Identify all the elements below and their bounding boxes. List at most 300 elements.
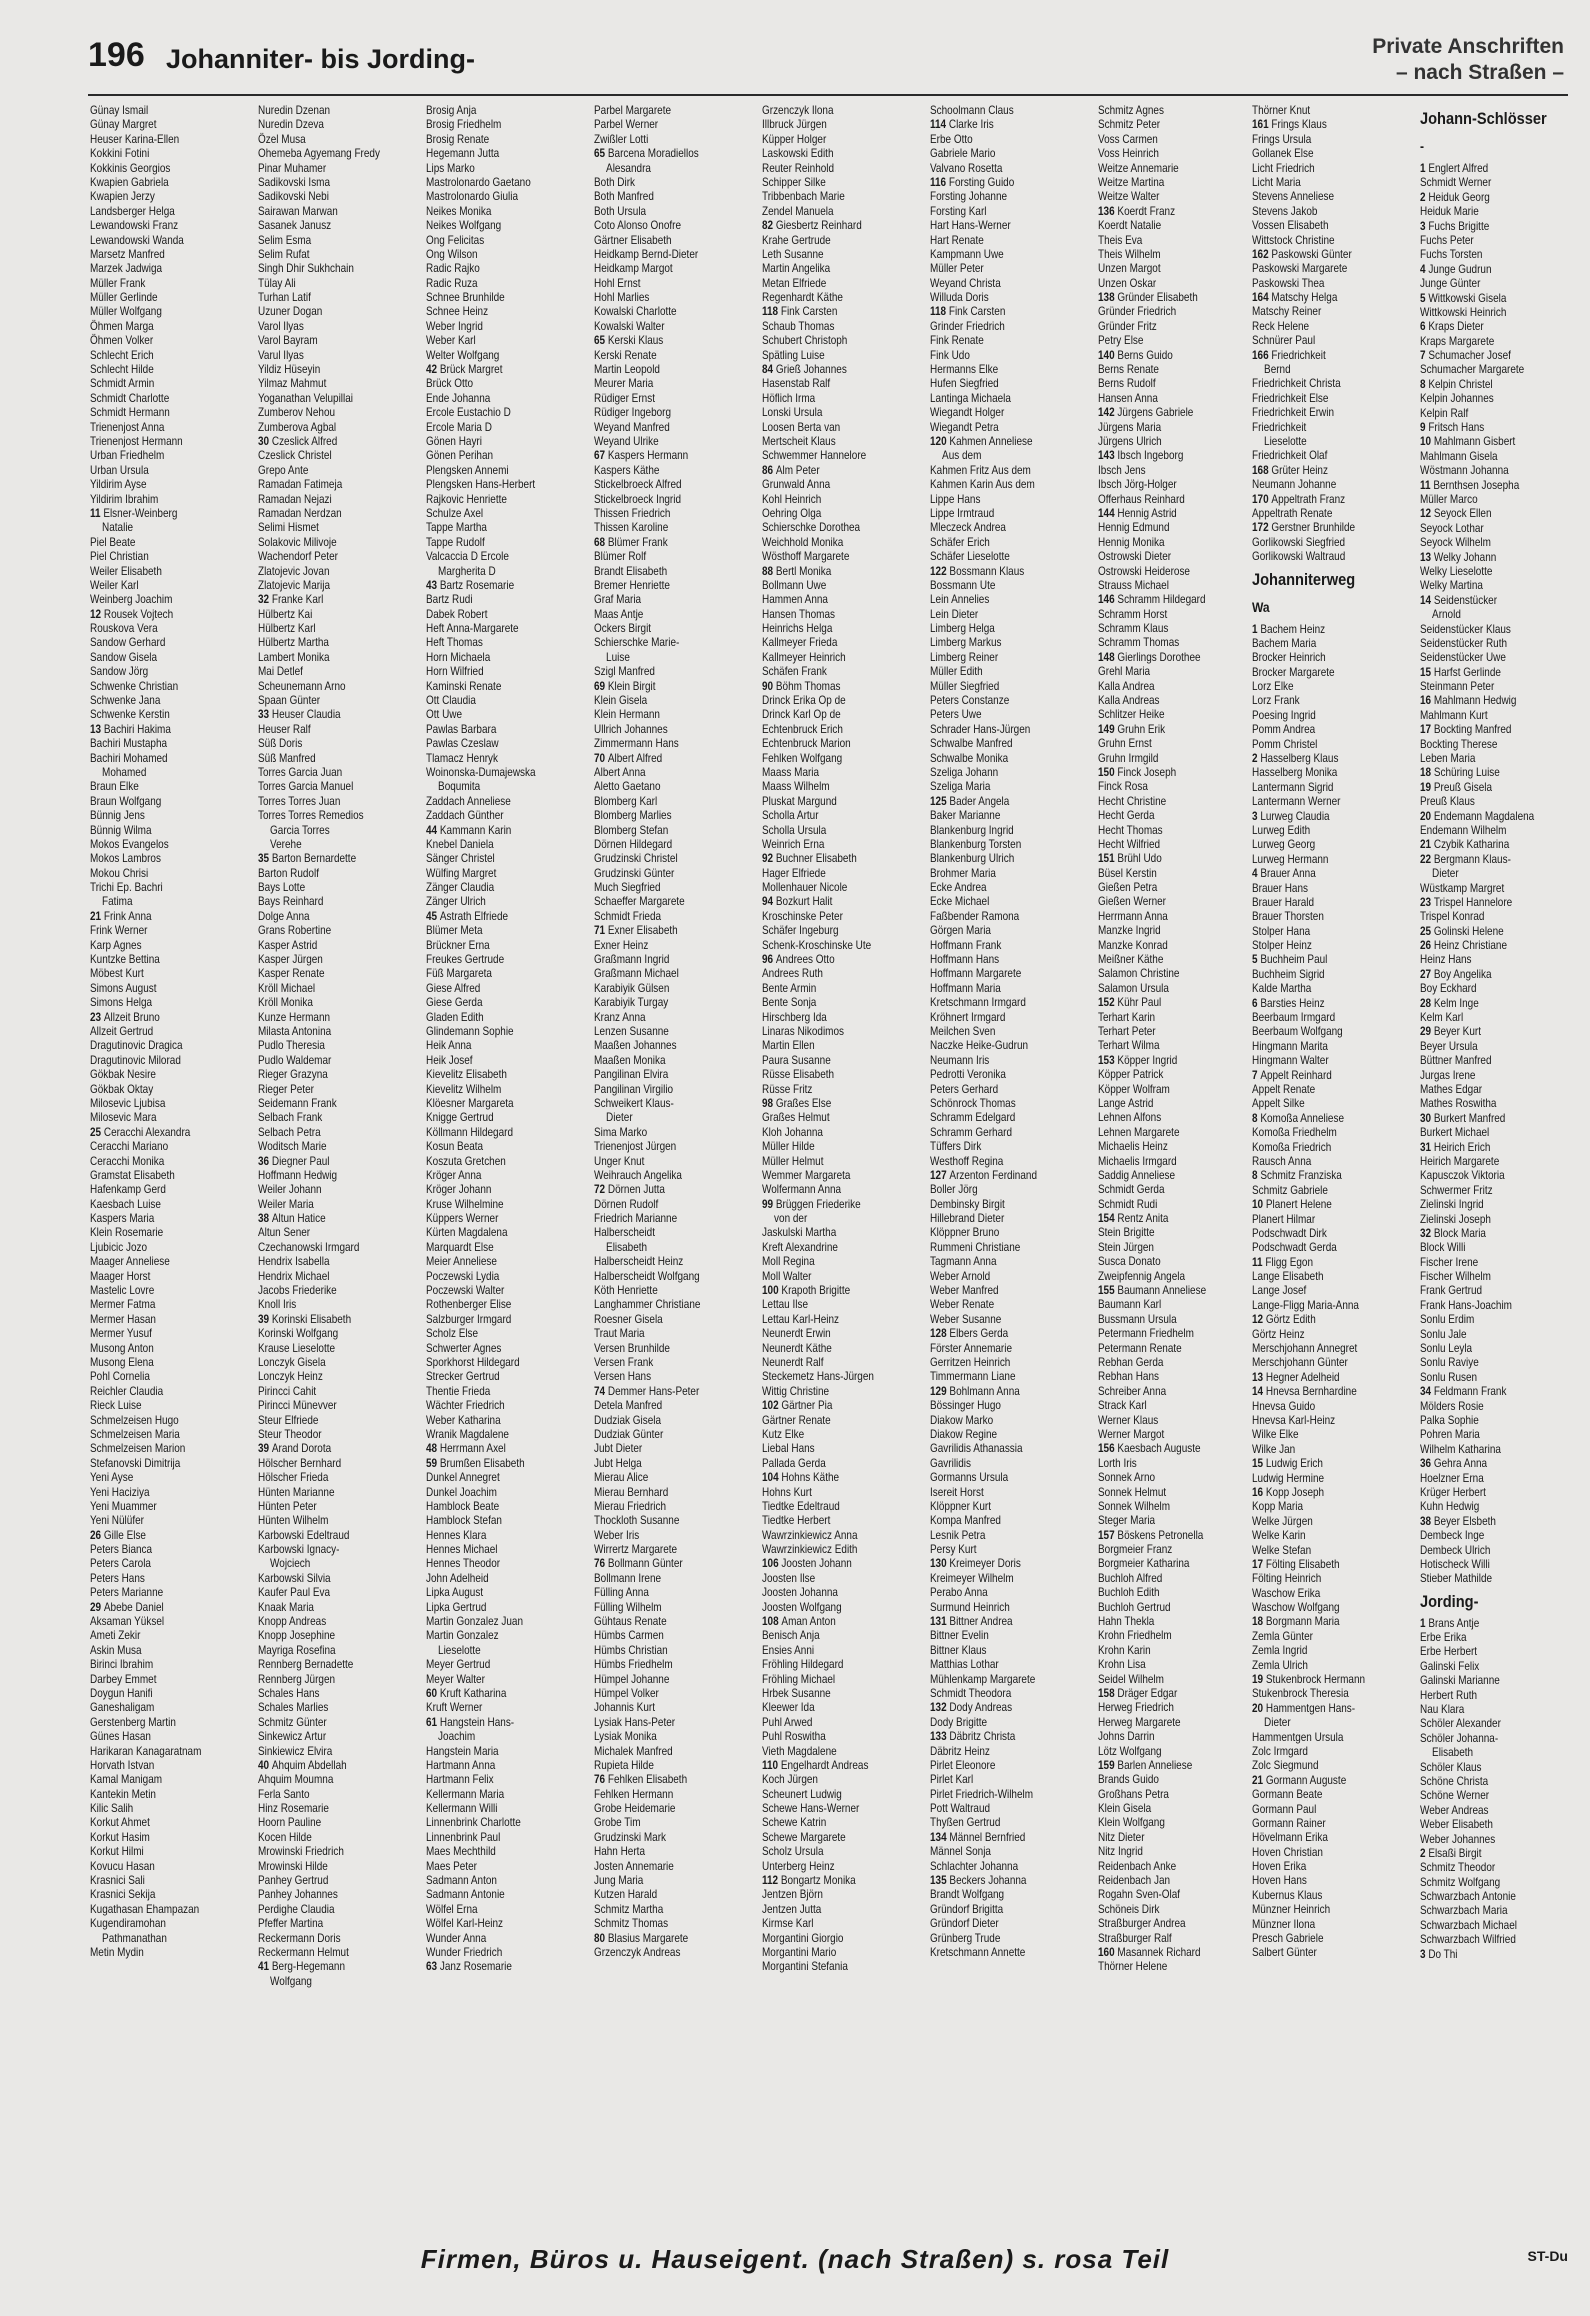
directory-entry: Straßburger Andrea [1098,1917,1186,1931]
directory-entry: Sonnek Helmut [1098,1485,1167,1499]
directory-entry: Schales Hans [258,1686,320,1700]
directory-entry: Grudzinski Christel [594,852,678,866]
directory-entry: Lantinga Michaela [930,391,1011,405]
house-number: 19 [1252,1673,1266,1687]
directory-entry: Plengsken Annemi [426,463,509,477]
house-number: 32 [1420,1226,1434,1240]
directory-entry: Krasnici Sekija [90,1888,156,1902]
directory-entry: Meier Anneliese [426,1255,497,1269]
directory-entry: Simons August [90,981,157,995]
directory-entry: 42 Brück Margret [426,363,503,377]
directory-entry: Harikaran Kanagaratnam [90,1744,202,1758]
house-number: 43 [426,578,440,592]
house-number: 22 [1420,852,1434,866]
directory-entry: Ott Claudia [426,694,476,708]
directory-entry: Heidkamp Bernd-Dieter [594,247,699,261]
directory-entry: Yoganathan Velupillai [258,391,354,405]
directory-entry: Bockting Therese [1420,737,1498,751]
directory-entry: Weber Katharina [426,1413,501,1427]
directory-entry: Morgantini Stefania [762,1960,848,1974]
directory-entry: Günay Margret [90,118,157,132]
directory-entry: Peters Constanze [930,694,1010,708]
directory-entry: Wächter Friedrich [426,1399,505,1413]
directory-entry: Ibsch Jens [1098,463,1146,477]
house-number: 160 [1098,1946,1118,1959]
directory-entry: Kwapien Gabriela [90,175,169,189]
directory-entry: Isereit Horst [930,1485,984,1499]
directory-entry: Doygun Hanifi [90,1686,153,1700]
directory-entry: Zolc Siegmund [1252,1759,1319,1773]
directory-entry: Joosten Johanna [762,1586,838,1600]
directory-entry: Jürgens Ulrich [1098,434,1162,448]
directory-entry: 102 Gärtner Pia [762,1399,833,1413]
directory-entry: Müller Gerlinde [90,291,158,305]
house-number: 36 [258,1154,272,1168]
directory-entry: Hotischeck Willi [1420,1557,1490,1571]
directory-entry: Hegemann Jutta [426,147,500,161]
directory-entry: Limberg Reiner [930,650,999,664]
house-number: 16 [1420,694,1434,708]
directory-entry: Ceracchi Monika [90,1154,165,1168]
column-6 [930,104,1066,2229]
directory-entry: Grans Robertine [258,924,332,938]
street-heading: Johann-Schlösser [1420,109,1547,128]
directory-entry: Krahe Gertrude [762,233,831,247]
directory-entry: Fröhling Michael [762,1672,836,1686]
column-9 [1420,104,1556,2229]
directory-entry: Podschwadt Gerda [1252,1241,1337,1255]
directory-entry: Weber Andreas [1420,1803,1489,1817]
directory-entry: Kröll Monika [258,996,313,1010]
directory-entry: 140 Berns Guido [1098,348,1173,362]
directory-entry: Kahmen Fritz Aus dem [930,463,1031,477]
house-number: 106 [762,1557,782,1571]
directory-entry: Schubert Christoph [762,334,848,348]
directory-entry: Loosen Berta van [762,420,841,434]
directory-entry: 138 Gründer Elisabeth [1098,291,1198,305]
directory-entry: Trienenjost Hermann [90,434,183,448]
directory-entry: Hümbs Christian [594,1643,668,1657]
directory-entry: Lötz Wolfgang [1098,1744,1162,1758]
directory-entry: Zänger Ulrich [426,895,486,909]
directory-entry: Trichi Ep. Bachri [90,881,163,895]
directory-entry: Pfeffer Martina [258,1917,324,1931]
directory-entry: Krohn Lisa [1098,1658,1146,1672]
house-number: 2 [1420,190,1429,204]
directory-entry: Linnenbrink Charlotte [426,1816,521,1830]
directory-entry: Hünten Peter [258,1499,317,1513]
directory-entry: Yildirim Ibrahim [90,492,159,506]
directory-entry: Allzeit Gertrud [90,1025,154,1038]
directory-entry: Mierau Friedrich [594,1499,667,1513]
directory-entry: Stukenbrock Theresia [1252,1687,1349,1701]
directory-entry: 15 Harfst Gerlinde [1420,665,1501,679]
directory-entry: Buchloh Alfred [1098,1571,1163,1585]
directory-entry: Rüdiger Ernst [594,391,655,405]
directory-entry: Ende Johanna [426,391,491,405]
directory-entry: Strack Karl [1098,1399,1147,1413]
directory-entry: Komoßa Friedhelm [1252,1126,1337,1140]
directory-entry: Licht Friedrich [1252,161,1315,175]
directory-entry: Bays Lotte [258,881,306,895]
directory-entry: Karp Agnes [90,938,142,952]
directory-entry: Horvath Istvan [90,1758,155,1772]
directory-entry: 108 Aman Anton [762,1615,836,1629]
directory-entry: Kellermann Willi [426,1802,498,1816]
directory-entry: Surmund Heinrich [930,1600,1010,1614]
directory-entry: Puhl Roswitha [762,1730,826,1744]
directory-entry: Manzke Konrad [1098,938,1168,952]
directory-entry: Waschow Erika [1252,1586,1321,1600]
directory-entry: 21 Gormann Auguste [1252,1773,1347,1787]
directory-entry: Günay Ismail [90,104,149,117]
directory-entry: Wawrzinkiewicz Anna [762,1528,858,1542]
directory-entry: Reckermann Doris [258,1931,341,1945]
directory-entry: Schwarzbach Wilfried [1420,1933,1516,1947]
directory-entry: Ockers Birgit [594,622,652,636]
house-number: 13 [1252,1370,1266,1384]
directory-entry: Schwenke Jana [90,694,161,708]
directory-entry: Lange Astrid [1098,1096,1154,1110]
directory-entry: Müller Hilde [762,1140,815,1154]
directory-entry: Thentie Frieda [426,1384,491,1398]
directory-entry: Dragutinovic Dragica [90,1039,183,1053]
directory-entry: Tappe Martha [426,521,487,535]
house-number: 31 [1420,1140,1434,1154]
directory-entry: 98 Graßes Else [762,1096,832,1110]
house-number: 94 [762,895,776,909]
directory-entry: Welke Jürgen [1252,1514,1313,1528]
directory-entry: Brandt Elisabeth [594,564,668,578]
house-number: 166 [1252,348,1272,362]
house-number: 17 [1420,723,1434,737]
directory-entry: Both Ursula [594,204,647,218]
house-number: 25 [1420,924,1434,938]
house-number: 18 [1420,766,1434,780]
directory-entry: Dudziak Gisela [594,1413,662,1427]
directory-entry: Däbritz Heinz [930,1744,990,1758]
directory-entry: 3 Lurweg Claudia [1252,809,1330,823]
directory-entry: Krohn Karin [1098,1643,1151,1657]
directory-entry: Ohemeba Agyemang Fredy [258,147,380,161]
directory-entry: Friedrichkeit Erwin [1252,406,1335,420]
house-number: 127 [930,1168,950,1182]
directory-entry: Michaelis Irmgard [1098,1154,1177,1168]
directory-entry: Kokkinis Georgios [90,161,171,175]
directory-entry: Lange Josef [1252,1284,1307,1298]
directory-entry: Brands Guido [1098,1773,1159,1787]
directory-entry: Lurweg Hermann [1252,852,1329,866]
directory-entry: Wülfing Margret [426,866,497,880]
directory-entry: Schäfer Ingeburg [762,924,839,938]
directory-entry: Persy Kurt [930,1543,977,1557]
directory-entry: 110 Engelhardt Andreas [762,1758,869,1772]
directory-entry: Steinmann Peter [1420,680,1495,694]
directory-entry: Mermer Hasan [90,1312,156,1326]
directory-entry: Jacobs Friederike [258,1284,337,1298]
directory-entry: Bremer Henriette [594,578,670,592]
directory-entry: Mastelic Lovre [90,1284,155,1298]
house-number: 2 [1252,752,1261,766]
directory-entry: Theis Eva [1098,233,1143,247]
directory-entry: 125 Bader Angela [930,794,1010,808]
directory-entry: Brauer Harald [1252,895,1315,909]
house-number: 72 [594,1183,608,1197]
house-number: 25 [90,1125,104,1139]
directory-entry: Lipka Gertrud [426,1600,487,1614]
directory-entry: Fuchs Peter [1420,233,1474,247]
directory-entry: Joosten Ilse [762,1571,816,1585]
directory-entry: Borgmeier Katharina [1098,1557,1190,1571]
directory-entry: Hnevsa Guido [1252,1399,1316,1413]
directory-entry: Sadikovski Nebi [258,190,329,204]
directory-entry: Schmitz Martha [594,1902,664,1916]
directory-entry: Sonnek Wilhelm [1098,1499,1171,1513]
directory-entry: Maas Antje [594,607,644,621]
directory-entry: Woditsch Marie [258,1140,327,1154]
directory-entry: 60 Kruft Katharina [426,1686,507,1700]
directory-entry: Pangilinan Virgilio [594,1082,674,1096]
directory-entry: Höflich Irma [762,391,816,405]
directory-entry: Gormann Beate [1252,1788,1323,1802]
house-number: 11 [1252,1255,1266,1269]
directory-entry: Gormann Rainer [1252,1816,1326,1830]
directory-entry: Schewe Margarete [762,1830,846,1844]
directory-entry: Jubt Helga [594,1456,642,1470]
directory-entry: Sadmann Anton [426,1874,497,1888]
directory-entry: Meilchen Sven [930,1025,996,1038]
directory-entry: Brohmer Maria [930,866,996,880]
street-subheading: - [1420,138,1425,154]
directory-entry: Pudlo Theresia [258,1039,325,1053]
directory-entry: Gökbak Oktay [90,1082,154,1096]
directory-entry: Köpper Patrick [1098,1068,1164,1082]
directory-entry: Oehring Olga [762,506,822,520]
directory-entry: Weihrauch Angelika [594,1168,682,1182]
directory-entry: Werner Margot [1098,1427,1165,1441]
directory-entry: Hoven Christian [1252,1845,1323,1859]
directory-entry: Yilmaz Mahmut [258,377,327,391]
directory-entry: 17 Fölting Elisabeth [1252,1557,1340,1571]
directory-entry: Gärtner Renate [762,1413,831,1427]
directory-entry: Hecht Christine [1098,794,1167,808]
directory-entry: Grepo Ante [258,463,309,477]
directory-entry: 6 Kraps Dieter [1420,320,1484,334]
directory-entry: Kröhnert Irmgard [930,1010,1006,1024]
directory-entry: 12 Görtz Edith [1252,1313,1316,1327]
directory-entry: Weber Karl [426,334,476,348]
directory-entry: Zimmermann Hans [594,737,679,751]
directory-entry: Planert Hilmar [1252,1212,1316,1226]
house-number: 38 [258,1212,272,1226]
directory-entry: Brandt Wolfgang [930,1888,1005,1902]
directory-entry: Müller Helmut [762,1154,824,1168]
directory-entry: Dabek Robert [426,607,488,621]
directory-entry: Junge Günter [1420,277,1481,291]
house-number: 1 [1252,622,1261,636]
directory-entry: Maes Mechthild [426,1845,496,1859]
directory-entry: Appeltrath Renate [1252,506,1333,520]
house-number: 19 [1420,780,1434,794]
directory-entry: Heuser Ralf [258,722,311,736]
directory-entry: Grinder Friedrich [930,319,1005,333]
directory-entry: 29 Abebe Daniel [90,1600,164,1614]
directory-entry: Czechanowski Irmgard [258,1240,360,1254]
directory-entry: Trienenjost Anna [90,420,165,434]
directory-entry: Offerhaus Reinhard [1098,492,1185,506]
directory-entry: Poesing Ingrid [1252,708,1316,722]
directory-entry: Manzke Ingrid [1098,924,1161,938]
directory-entry: Weyand Manfred [594,420,670,434]
house-number: 20 [1252,1701,1266,1715]
directory-entry: Lonczyk Gisela [258,1355,326,1369]
directory-entry: 61 Hangstein Hans- [426,1715,515,1729]
directory-entry: Kelm Karl [1420,1011,1464,1025]
directory-entry: Fehlken Wolfgang [762,751,843,765]
house-number: 8 [1420,377,1429,391]
house-number: 35 [258,852,272,866]
directory-entry: Fischer Irene [1420,1255,1479,1269]
directory-entry: 166 Friedrichkeit [1252,348,1326,362]
directory-entry: Milosevic Ljubisa [90,1096,166,1110]
directory-entry: Gühtaus Renate [594,1615,667,1629]
directory-entry: Panhey Johannes [258,1888,338,1902]
directory-entry: Ludwig Hermine [1252,1471,1325,1485]
entry-continuation: Fatima [102,895,133,909]
directory-entry: Sasanek Janusz [258,219,332,233]
directory-entry: Herweg Margarete [1098,1715,1181,1729]
directory-entry: Seyock Lothar [1420,521,1484,535]
directory-entry: Tagmann Anna [930,1255,997,1269]
directory-entry: 26 Gille Else [90,1528,146,1542]
directory-entry: Michaelis Heinz [1098,1140,1168,1154]
directory-entry: Schmitz Wolfgang [1420,1875,1501,1889]
directory-entry: Gramstat Elisabeth [90,1168,175,1182]
house-number: 96 [762,953,776,967]
house-number: 12 [1420,507,1434,521]
house-number: 130 [930,1557,950,1571]
directory-entry: Finck Rosa [1098,780,1148,794]
directory-entry: Lein Annelies [930,593,990,607]
directory-entry: Hartmann Felix [426,1773,494,1787]
directory-entry: Thörner Knut [1252,104,1311,117]
directory-entry: Müller Wolfgang [90,305,162,319]
directory-entry: Forsting Karl [930,204,987,218]
house-number: 156 [1098,1442,1118,1456]
directory-entry: Mölders Rosie [1420,1399,1484,1413]
directory-entry: Karabiyik Gülsen [594,981,670,995]
directory-entry: Heirich Margarete [1420,1154,1500,1168]
directory-entry: 148 Gierlings Dorothee [1098,650,1201,664]
directory-entry: Schlachter Johanna [930,1859,1019,1873]
directory-entry: Kalla Andreas [1098,694,1160,708]
directory-entry: Kretschmann Irmgard [930,996,1026,1010]
directory-entry: Traut Maria [594,1327,645,1341]
directory-entry: 2 Heiduk Georg [1420,190,1490,204]
directory-entry: Kowalski Charlotte [594,305,677,319]
directory-entry: Selimi Hismet [258,521,319,535]
directory-entry: Landsberger Helga [90,204,175,218]
directory-entry: Kampmann Uwe [930,247,1004,261]
directory-entry: Hendrix Michael [258,1269,330,1283]
directory-entry: Seidemann Frank [258,1096,337,1110]
directory-entry: Zendel Manuela [762,204,834,218]
directory-entry: Schnee Heinz [426,305,489,319]
entry-continuation: Wolfgang [270,1974,312,1988]
directory-entry: Hohl Ernst [594,276,641,290]
house-number: 30 [258,434,272,448]
directory-entry: 3 Do Thi [1420,1947,1458,1961]
directory-entry: Maaßen Monika [594,1053,666,1067]
directory-entry: Morgantini Mario [762,1946,837,1959]
directory-entry: Günes Hasan [90,1730,151,1744]
directory-entry: Strecker Gertrud [426,1370,500,1384]
directory-entry: Kantekin Metin [90,1787,156,1801]
directory-entry: Bossmann Ute [930,578,996,592]
directory-entry: 114 Clarke Iris [930,118,994,132]
directory-entry: Stein Jürgen [1098,1240,1154,1254]
directory-entry: Gründer Friedrich [1098,305,1177,319]
directory-entry: Singh Dhir Sukhchain [258,262,354,276]
directory-entry: Weiler Karl [90,578,139,592]
directory-entry: Saddig Anneliese [1098,1168,1176,1182]
directory-entry: Müller Peter [930,262,984,276]
directory-entry: Much Siegfried [594,881,661,895]
house-number: 5 [1252,953,1261,967]
directory-entry: Musong Anton [90,1341,154,1355]
directory-entry: Lonczyk Heinz [258,1370,323,1384]
directory-entry: Kokkini Fotini [90,147,150,161]
directory-entry: Mastrolonardo Gaetano [426,175,531,189]
house-number: 76 [594,1773,608,1787]
directory-entry: 23 Allzeit Bruno [90,1010,160,1024]
directory-entry: 4 Brauer Anna [1252,867,1316,881]
directory-entry: Schmelzeisen Maria [90,1427,180,1441]
entry-continuation: Dieter [606,1111,633,1125]
directory-entry: Wölfel Karl-Heinz [426,1917,504,1931]
directory-entry: Maes Peter [426,1859,477,1873]
directory-entry: Ahquim Moumna [258,1773,334,1787]
directory-entry: Thissen Karoline [594,521,669,535]
directory-entry: Aletto Gaetano [594,780,661,794]
directory-entry: 16 Mahlmann Hedwig [1420,694,1517,708]
directory-entry: Linnenbrink Paul [426,1830,501,1844]
directory-entry: Kraps Margarete [1420,334,1495,348]
directory-entry: Pedrotti Veronika [930,1068,1006,1082]
directory-entry: Gormanns Ursula [930,1471,1009,1485]
directory-entry: Gavrilidis [930,1456,971,1470]
directory-entry: Büsel Kerstin [1098,866,1157,880]
directory-entry: 48 Herrmann Axel [426,1442,506,1456]
directory-entry: Weber Ingrid [426,319,483,333]
directory-entry: Schöler Johanna- [1420,1731,1499,1745]
directory-entry: 120 Kahmen Anneliese [930,434,1033,448]
directory-entry: Thyßen Gertrud [930,1816,1001,1830]
directory-entry: Grzenczyk Andreas [594,1946,681,1959]
directory-entry: Kalla Andrea [1098,679,1155,693]
directory-entry: Pomm Andrea [1252,723,1316,737]
directory-entry: Hölscher Frieda [258,1471,329,1485]
directory-entry: Stefanovski Dimitrija [90,1456,181,1470]
directory-entry: 11 Elsner-Weinberg [90,506,178,520]
directory-entry: Welky Lieselotte [1420,564,1493,578]
directory-entry: Kelpin Ralf [1420,406,1469,420]
directory-entry: Braun Wolfgang [90,794,162,808]
directory-entry: Korkut Hasim [90,1830,150,1844]
directory-entry: Gönen Hayri [426,434,482,448]
directory-entry: 3 Fuchs Brigitte [1420,219,1490,233]
house-number: 39 [258,1312,272,1326]
